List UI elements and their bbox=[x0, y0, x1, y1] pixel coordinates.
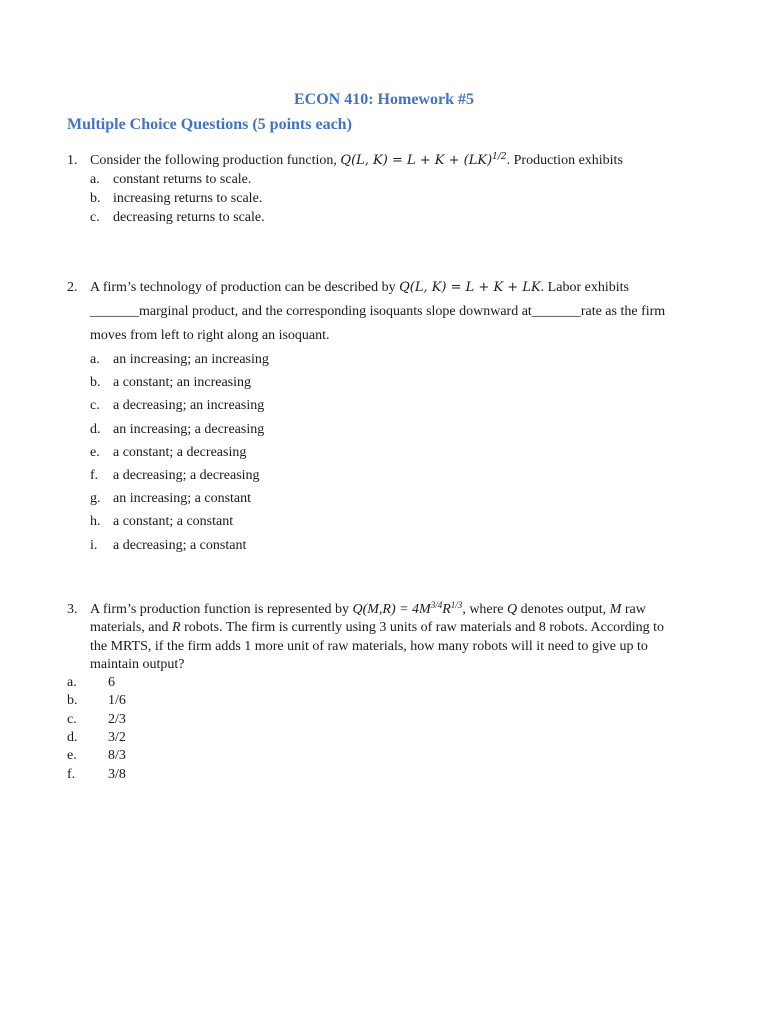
formula-exponent: 3/4 bbox=[430, 600, 443, 610]
option-letter: c. bbox=[90, 398, 100, 414]
option-letter: a. bbox=[90, 352, 100, 367]
question-text-part: , where bbox=[462, 602, 508, 617]
option-letter: d. bbox=[67, 730, 78, 746]
option-text: an increasing; a constant bbox=[113, 491, 252, 507]
option-text: a decreasing; a decreasing bbox=[113, 468, 260, 484]
option-letter: a. bbox=[67, 675, 77, 691]
option-letter: g. bbox=[90, 491, 101, 507]
option-text: decreasing returns to scale. bbox=[113, 210, 265, 225]
option-letter: b. bbox=[90, 191, 101, 206]
option-text: 8/3 bbox=[108, 748, 126, 764]
question-text-part: . Labor exhibits _______marginal product, and the corresponding isoquants slope downward at_______rate as the firm moves from left to right along an isoquant. bbox=[90, 280, 666, 343]
question-number: 2. bbox=[67, 280, 78, 295]
formula-variable: R bbox=[442, 602, 451, 617]
question-text-part: raw materials, and bbox=[90, 602, 646, 636]
option-text: a decreasing; a constant bbox=[113, 537, 247, 553]
answer-option bbox=[67, 487, 677, 510]
question-text bbox=[90, 151, 677, 170]
option-text: 3/2 bbox=[108, 730, 126, 746]
answer-option bbox=[67, 692, 677, 710]
option-text: 6 bbox=[108, 675, 115, 691]
question-text-part: denotes output, bbox=[517, 602, 610, 617]
option-text: 1/6 bbox=[108, 693, 126, 709]
question-text-part: robots. The firm is currently using 3 units of raw materials and 8 robots. According to the MRTS, if the firm adds 1 more unit of raw materials, how many robots will it need to give up to maintain output? bbox=[90, 620, 665, 672]
question-text-part: A firm’s production function is represented by bbox=[90, 602, 353, 617]
option-letter: i. bbox=[90, 537, 98, 553]
answer-option bbox=[67, 348, 677, 371]
question-text-part: A firm’s technology of production can be described by bbox=[90, 280, 400, 295]
option-letter: f. bbox=[90, 468, 99, 484]
section-heading: Multiple Choice Questions (5 points each) bbox=[67, 116, 352, 133]
formula-main: Q(L, K) = L + K + (LK) bbox=[340, 153, 493, 168]
production-function-formula: Q(L, K) = L + K + LK bbox=[399, 280, 541, 295]
answer-options bbox=[67, 170, 677, 227]
option-letter: d. bbox=[90, 421, 101, 437]
production-function-formula bbox=[340, 153, 506, 168]
question-text bbox=[90, 601, 677, 674]
answer-options bbox=[67, 348, 677, 557]
question-text-part: Consider the following production function, bbox=[90, 153, 341, 168]
question-text-part: . Production exhibits bbox=[506, 153, 623, 168]
answer-option bbox=[67, 371, 677, 394]
option-letter: e. bbox=[67, 748, 77, 764]
option-letter: b. bbox=[90, 375, 101, 391]
option-text: increasing returns to scale. bbox=[113, 191, 263, 206]
answer-option bbox=[67, 729, 677, 747]
answer-option bbox=[67, 534, 677, 557]
option-letter: b. bbox=[67, 693, 78, 709]
answer-option bbox=[67, 464, 677, 487]
answer-option bbox=[67, 208, 677, 227]
variable-r: R bbox=[172, 620, 181, 636]
answer-option bbox=[67, 674, 677, 692]
answer-option bbox=[67, 747, 677, 765]
question-2 bbox=[67, 276, 677, 557]
variable-m: M bbox=[609, 602, 622, 617]
option-letter: c. bbox=[90, 210, 100, 225]
option-text: constant returns to scale. bbox=[113, 172, 252, 187]
option-letter: c. bbox=[67, 711, 77, 727]
answer-option bbox=[67, 394, 677, 417]
answer-option bbox=[67, 170, 677, 189]
production-function-formula bbox=[352, 602, 462, 617]
formula-main: Q(M,R) = 4M bbox=[352, 602, 431, 617]
answer-option bbox=[67, 441, 677, 464]
answer-option bbox=[67, 711, 677, 729]
question-text bbox=[90, 276, 677, 348]
option-text: an increasing; an increasing bbox=[113, 352, 269, 367]
option-text: a decreasing; an increasing bbox=[113, 398, 265, 414]
question-1 bbox=[67, 151, 677, 227]
option-letter: f. bbox=[67, 766, 76, 782]
document-title: ECON 410: Homework #5 bbox=[294, 91, 474, 108]
option-text: 3/8 bbox=[108, 766, 126, 782]
formula-exponent: 1/2 bbox=[492, 152, 507, 162]
answer-option bbox=[67, 510, 677, 533]
answer-options bbox=[67, 674, 677, 784]
question-3 bbox=[67, 601, 677, 784]
variable-q: Q bbox=[507, 602, 518, 617]
question-number: 1. bbox=[67, 153, 78, 168]
option-text: a constant; an increasing bbox=[113, 375, 252, 391]
option-text: a constant; a constant bbox=[113, 514, 234, 530]
option-letter: e. bbox=[90, 444, 100, 460]
option-text: 2/3 bbox=[108, 711, 126, 727]
answer-option bbox=[67, 766, 677, 784]
option-text: an increasing; a decreasing bbox=[113, 421, 265, 437]
option-letter: a. bbox=[90, 172, 100, 187]
answer-option bbox=[67, 418, 677, 441]
question-number: 3. bbox=[67, 602, 78, 617]
answer-option bbox=[67, 189, 677, 208]
option-letter: h. bbox=[90, 514, 101, 530]
formula-exponent: 1/3 bbox=[450, 600, 463, 610]
option-text: a constant; a decreasing bbox=[113, 444, 247, 460]
